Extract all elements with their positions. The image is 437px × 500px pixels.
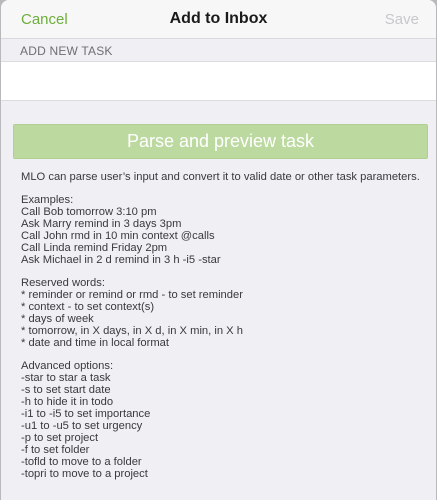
add-task-sheet bbox=[1, 0, 436, 500]
advanced-line: -u1 to -u5 to set urgency bbox=[21, 420, 143, 432]
section-header: ADD NEW TASK bbox=[20, 44, 113, 58]
advanced-line: -p to set project bbox=[21, 432, 99, 444]
examples-heading: Examples: bbox=[21, 194, 74, 206]
advanced-line: -s to set start date bbox=[21, 384, 111, 396]
example-line: Ask Marry remind in 3 days 3pm bbox=[21, 218, 182, 230]
advanced-options-block bbox=[21, 360, 421, 480]
advanced-line: -f to set folder bbox=[21, 444, 90, 456]
navigation-bar bbox=[1, 0, 436, 39]
advanced-line: -i1 to -i5 to set importance bbox=[21, 408, 151, 420]
page-title: Add to Inbox bbox=[169, 10, 268, 27]
reserved-line: * tomorrow, in X days, in X d, in X min, in X h bbox=[21, 325, 243, 337]
advanced-line: -h to hide it in todo bbox=[21, 396, 114, 408]
help-text bbox=[21, 171, 421, 491]
cancel-button[interactable]: Cancel bbox=[21, 11, 68, 28]
task-input[interactable] bbox=[1, 61, 436, 101]
reserved-heading: Reserved words: bbox=[21, 277, 105, 289]
examples-block bbox=[21, 194, 421, 266]
advanced-heading: Advanced options: bbox=[21, 360, 114, 372]
example-line: Call Linda remind Friday 2pm bbox=[21, 242, 168, 254]
example-line: Call Bob tomorrow 3:10 pm bbox=[21, 206, 157, 218]
reserved-line: * context - to set context(s) bbox=[21, 301, 155, 313]
reserved-line: * reminder or remind or rmd - to set reminder bbox=[21, 289, 243, 301]
reserved-line: * date and time in local format bbox=[21, 337, 169, 349]
save-button[interactable]: Save bbox=[384, 11, 419, 28]
example-line: Call John rmd in 10 min context @calls bbox=[21, 230, 215, 242]
reserved-words-block bbox=[21, 277, 421, 349]
parse-preview-button[interactable]: Parse and preview task bbox=[13, 124, 428, 159]
advanced-line: -topri to move to a project bbox=[21, 468, 148, 480]
advanced-line: -tofld to move to a folder bbox=[21, 456, 142, 468]
advanced-line: -star to star a task bbox=[21, 372, 111, 384]
help-intro: MLO can parse user’s input and convert it to valid date or other task parameters. bbox=[21, 171, 420, 183]
example-line: Ask Michael in 2 d remind in 3 h -i5 -star bbox=[21, 254, 221, 266]
reserved-line: * days of week bbox=[21, 313, 94, 325]
